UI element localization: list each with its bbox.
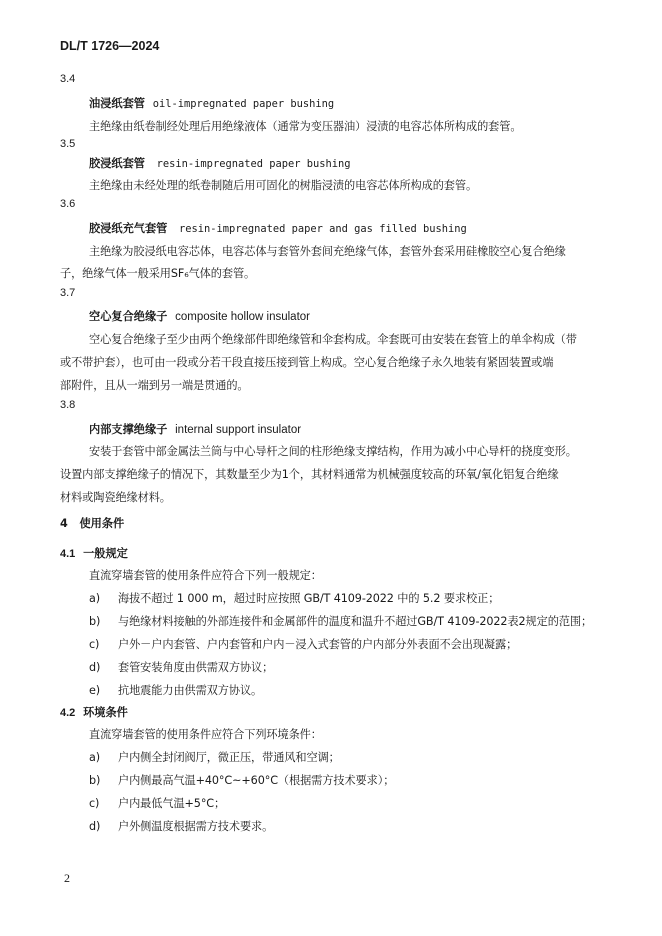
term-definition-3-8-line2: 设置内部支撑绝缘子的情况下，其数量至少为1个，其材料通常为机械强度较高的环氧/氧化铝复合绝缘 <box>60 468 559 481</box>
list-text: 户内侧全封闭阀厅，微正压，带通风和空调； <box>118 751 340 764</box>
list-text: 户外侧温度根据需方技术要求。 <box>118 820 274 833</box>
list-item <box>89 795 225 811</box>
list-text: 户外－户内套管、户内套管和户内－浸入式套管的户内部分外表面不会出现凝露； <box>118 638 518 651</box>
term-en: composite hollow insulator <box>175 311 310 323</box>
term-number-3-7: 3.7 <box>60 287 76 299</box>
list-marker: a) <box>89 592 101 605</box>
subsection-title: 环境条件 <box>83 706 128 719</box>
term-number-3-4: 3.4 <box>60 73 76 85</box>
term-number-3-8: 3.8 <box>60 399 76 411</box>
term-number-3-5: 3.5 <box>60 138 76 150</box>
subsection-number: 4.2 <box>60 707 76 719</box>
term-zh: 胶浸纸套管 <box>89 157 145 170</box>
term-title-3-7 <box>89 308 310 324</box>
list-item <box>89 682 262 698</box>
subsection-intro-4-2: 直流穿墙套管的使用条件应符合下列环境条件： <box>89 728 322 741</box>
page-number: 2 <box>64 871 70 885</box>
section-title: 使用条件 <box>79 517 125 530</box>
list-item <box>89 749 340 765</box>
term-title-3-8 <box>89 421 301 437</box>
term-definition-3-6-line2: 子，绝缘气体一般采用SF₆气体的套管。 <box>60 267 256 280</box>
list-item <box>89 659 273 675</box>
list-marker: c) <box>89 797 100 810</box>
term-number-3-6: 3.6 <box>60 198 76 210</box>
term-definition-3-7-line1: 空心复合绝缘子至少由两个绝缘部件即绝缘管和伞套构成。伞套既可由安装在套管上的单伞构成（带 <box>89 333 577 346</box>
list-text: 与绝缘材料接触的外部连接件和金属部件的温度和温升不超过GB/T 4109-2022表2规定的范围； <box>118 615 593 628</box>
list-marker: b) <box>89 615 101 628</box>
term-en: resin-impregnated paper bushing <box>156 158 351 170</box>
subsection-number: 4.1 <box>60 548 76 560</box>
section-number: 4 <box>60 517 68 530</box>
list-text: 户内侧最高气温+40°C~+60°C（根据需方技术要求）； <box>118 774 395 787</box>
list-item <box>89 590 499 606</box>
term-zh: 空心复合绝缘子 <box>89 310 168 323</box>
subsection-intro-4-1: 直流穿墙套管的使用条件应符合下列一般规定： <box>89 569 322 582</box>
list-item <box>89 613 592 629</box>
subsection-title: 一般规定 <box>83 547 128 560</box>
list-marker: c) <box>89 638 100 651</box>
term-zh: 油浸纸套管 <box>89 97 145 110</box>
term-en: oil-impregnated paper bushing <box>152 98 335 110</box>
term-title-3-6 <box>89 220 467 236</box>
list-text: 套管安装角度由供需双方协议； <box>118 661 274 674</box>
term-definition-3-4-line1: 主绝缘由纸卷制经处理后用绝缘液体（通常为变压器油）浸渍的电容芯体所构成的套管。 <box>89 120 522 133</box>
term-zh: 内部支撑绝缘子 <box>89 423 168 436</box>
term-definition-3-7-line2: 或不带护套），也可由一段或分若干段直接压接到管上构成。空心复合绝缘子永久地装有紧固装置或端 <box>60 356 554 369</box>
list-text: 抗地震能力由供需双方协议。 <box>118 684 263 697</box>
term-zh: 胶浸纸充气套管 <box>89 222 168 235</box>
term-title-3-5 <box>89 155 351 171</box>
list-marker: e) <box>89 684 101 697</box>
list-text: 户内最低气温+5°C； <box>118 797 226 810</box>
list-marker: b) <box>89 774 101 787</box>
term-definition-3-8-line1: 安装于套管中部金属法兰筒与中心导杆之间的柱形绝缘支撑结构，作用为减小中心导杆的挠度变形。 <box>89 445 577 458</box>
list-marker: d) <box>89 820 101 833</box>
term-definition-3-6-line1: 主绝缘为胶浸纸电容芯体，电容芯体与套管外套间充绝缘气体，套管外套采用硅橡胶空心复合绝缘 <box>89 245 566 258</box>
document-id: DL/T 1726—2024 <box>60 39 160 53</box>
section-heading-4 <box>60 515 124 531</box>
term-definition-3-5-line1: 主绝缘由未经处理的纸卷制随后用可固化的树脂浸渍的电容芯体所构成的套管。 <box>89 179 478 192</box>
list-item <box>89 772 394 788</box>
term-title-3-4 <box>89 95 334 111</box>
list-marker: a) <box>89 751 101 764</box>
subsection-heading-4-1 <box>60 545 128 561</box>
term-definition-3-7-line3: 部附件，且从一端到另一端是贯通的。 <box>60 379 249 392</box>
list-marker: d) <box>89 661 101 674</box>
term-en: internal support insulator <box>175 424 302 436</box>
list-item <box>89 818 273 834</box>
list-text: 海拔不超过 1 000 m，超过时应按照 GB/T 4109-2022 中的 5.2 要求校正； <box>118 592 500 605</box>
list-item <box>89 636 517 652</box>
term-definition-3-8-line3: 材料或陶瓷绝缘材料。 <box>60 491 171 504</box>
term-en: resin-impregnated paper and gas filled bushing <box>179 223 467 235</box>
subsection-heading-4-2 <box>60 704 128 720</box>
